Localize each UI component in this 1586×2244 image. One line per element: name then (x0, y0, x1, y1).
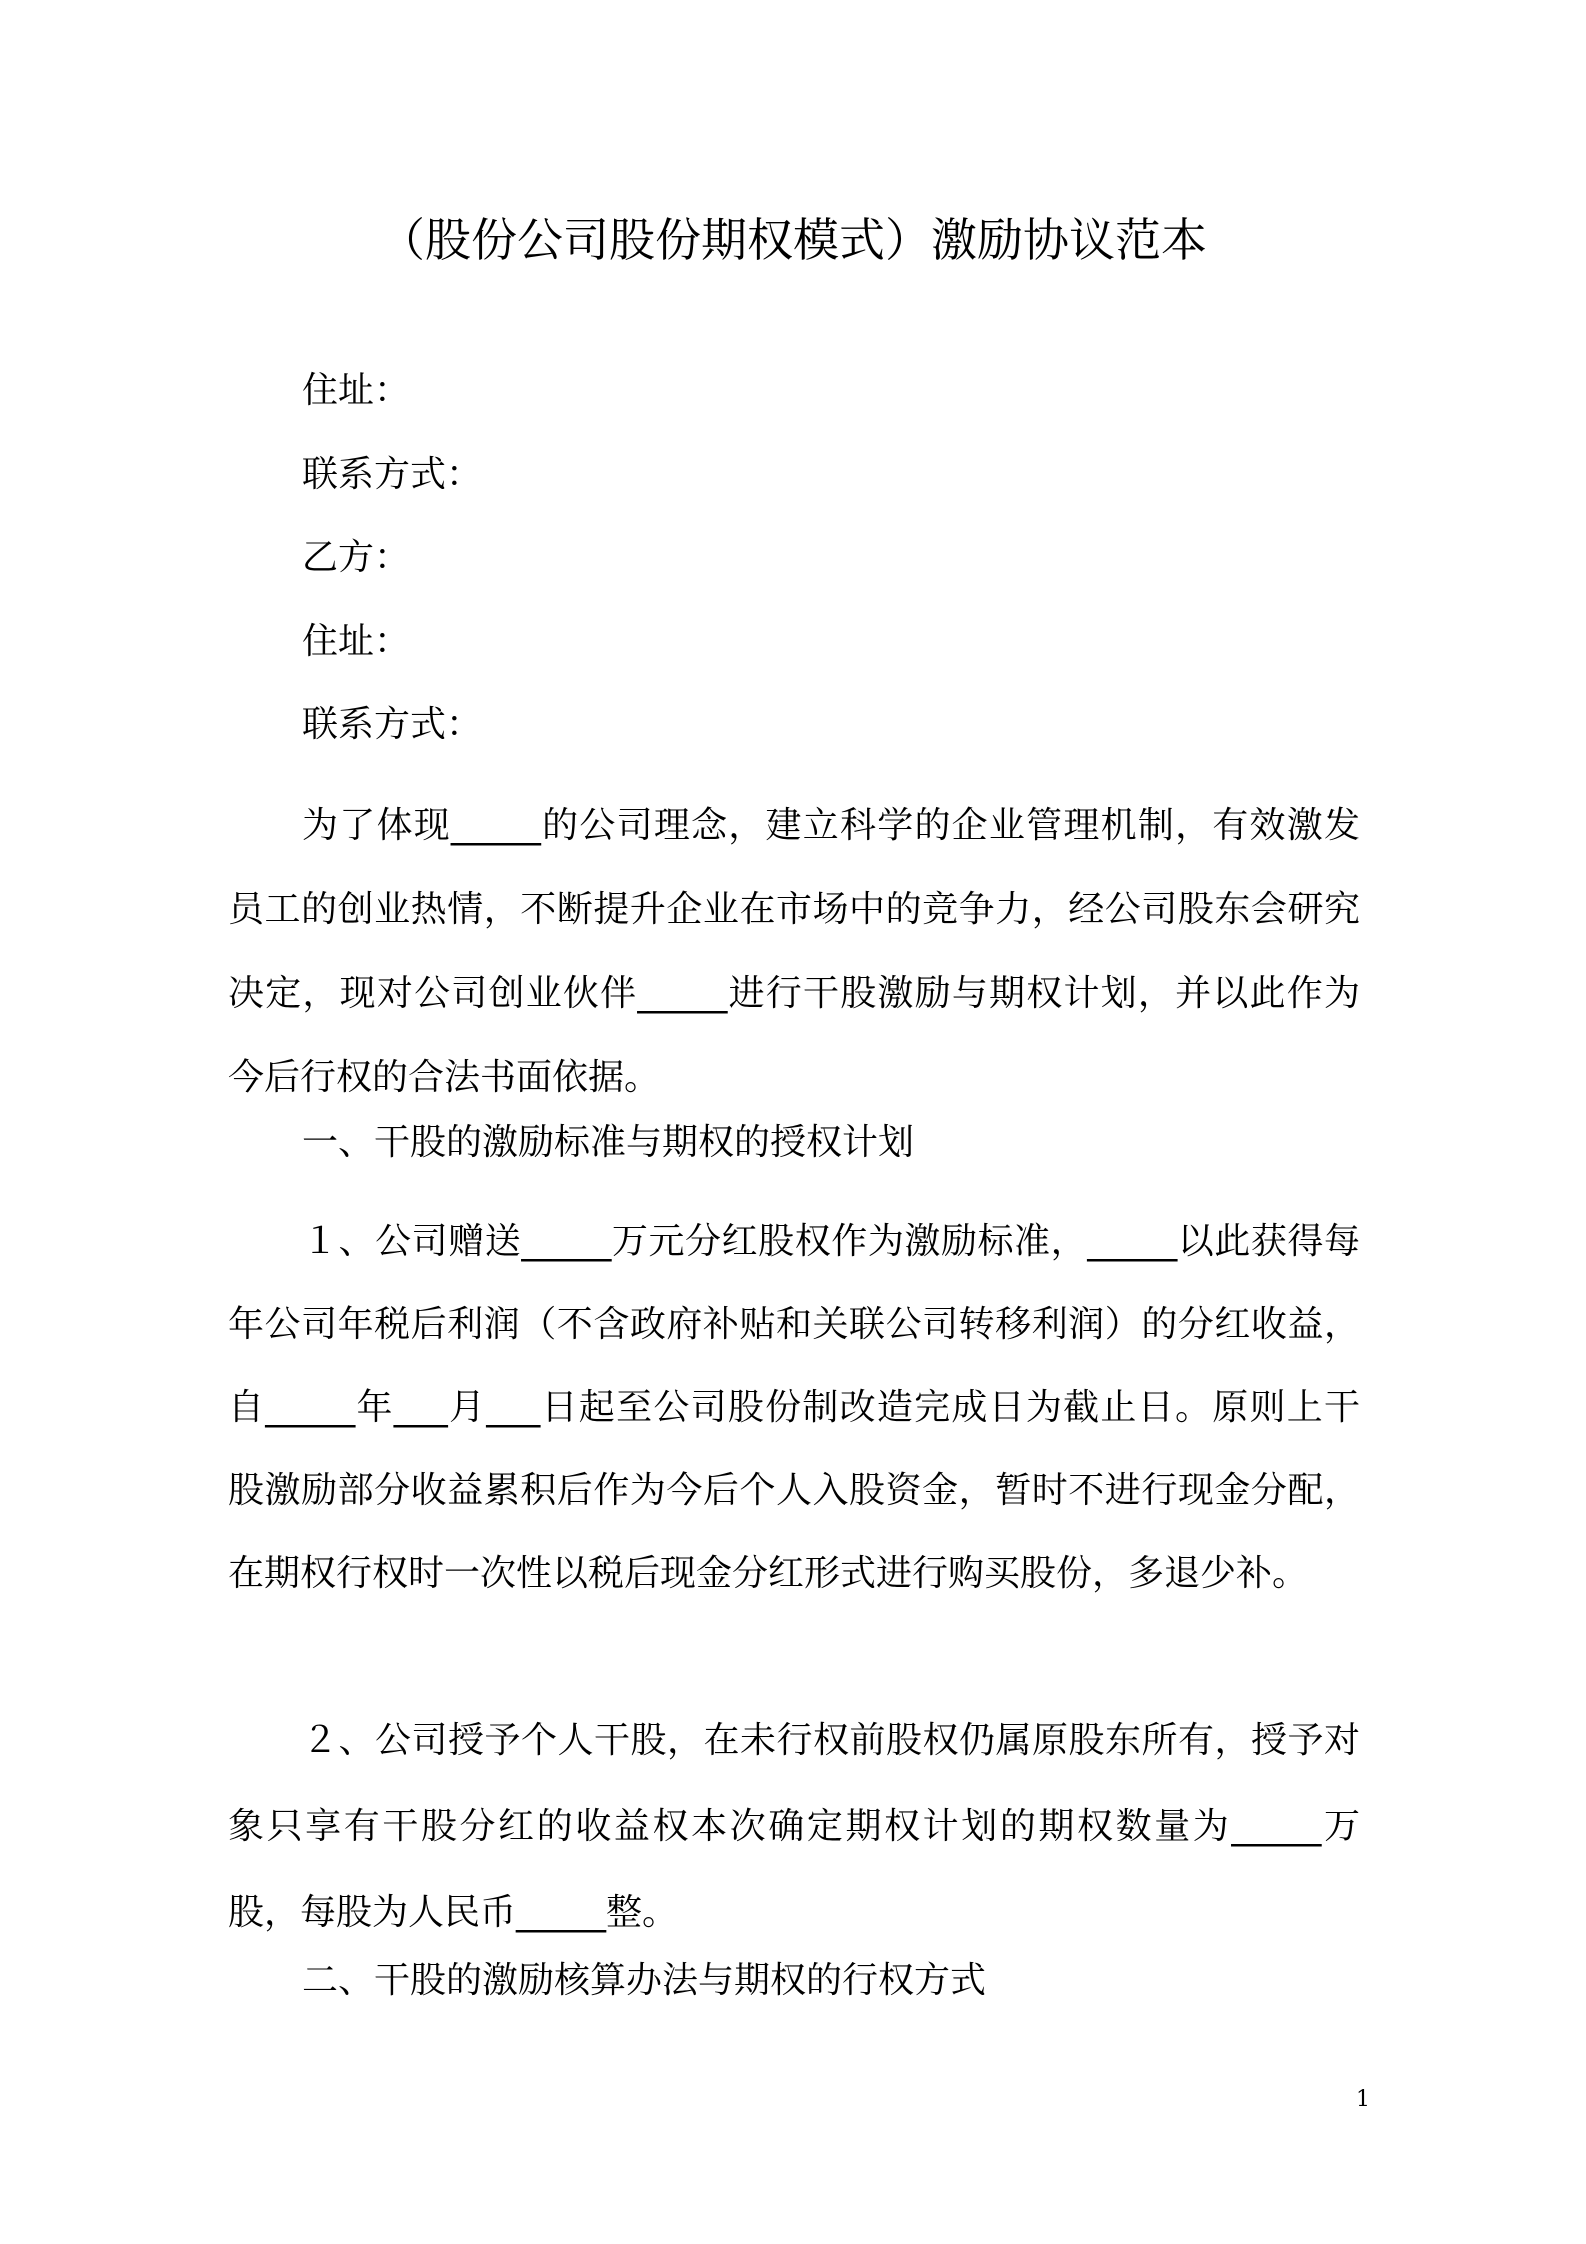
party-a-address-label: 住址： (302, 370, 411, 411)
section-2-heading: 二、干股的激励核算办法与期权的行权方式 (302, 1960, 987, 2001)
section-1-heading: 一、干股的激励标准与期权的授权计划 (302, 1122, 915, 1163)
page-number: 1 (1356, 2087, 1370, 2112)
intro-paragraph: 为了体现_____的公司理念，建立科学的企业管理机制，有效激发员工的创业热情，不断提升企业在市场中的竞争力，经公司股东会研究决定，现对公司创业伙伴_____进行干股激励与期权计划，并以此作为今后行权的合法书面依据。 (228, 805, 1360, 1098)
clause-1-paragraph: １、公司赠送_____万元分红股权作为激励标准，_____以此获得每年公司年税后利润（不含政府补贴和关联公司转移利润）的分红收益，自_____年___月___日起至公司股份制改造完成日为截止日。原则上干股激励部分收益累积后作为今后个人入股资金，暂时不进行现金分配，在期权行权时一次性以税后现金分红形式进行购买股份，多退少补。 (228, 1221, 1360, 1594)
party-b-address-label: 住址： (302, 621, 411, 662)
party-b-contact-label: 联系方式： (302, 704, 483, 745)
party-b-label: 乙方： (302, 537, 411, 578)
document-title: （股份公司股份期权模式）激励协议范本 (379, 213, 1207, 267)
clause-2-paragraph: ２、公司授予个人干股，在未行权前股权仍属原股东所有，授予对象只享有干股分红的收益权本次确定期权计划的期权数量为_____万股，每股为人民币_____整。 (228, 1720, 1360, 1933)
party-a-contact-label: 联系方式： (302, 454, 483, 495)
